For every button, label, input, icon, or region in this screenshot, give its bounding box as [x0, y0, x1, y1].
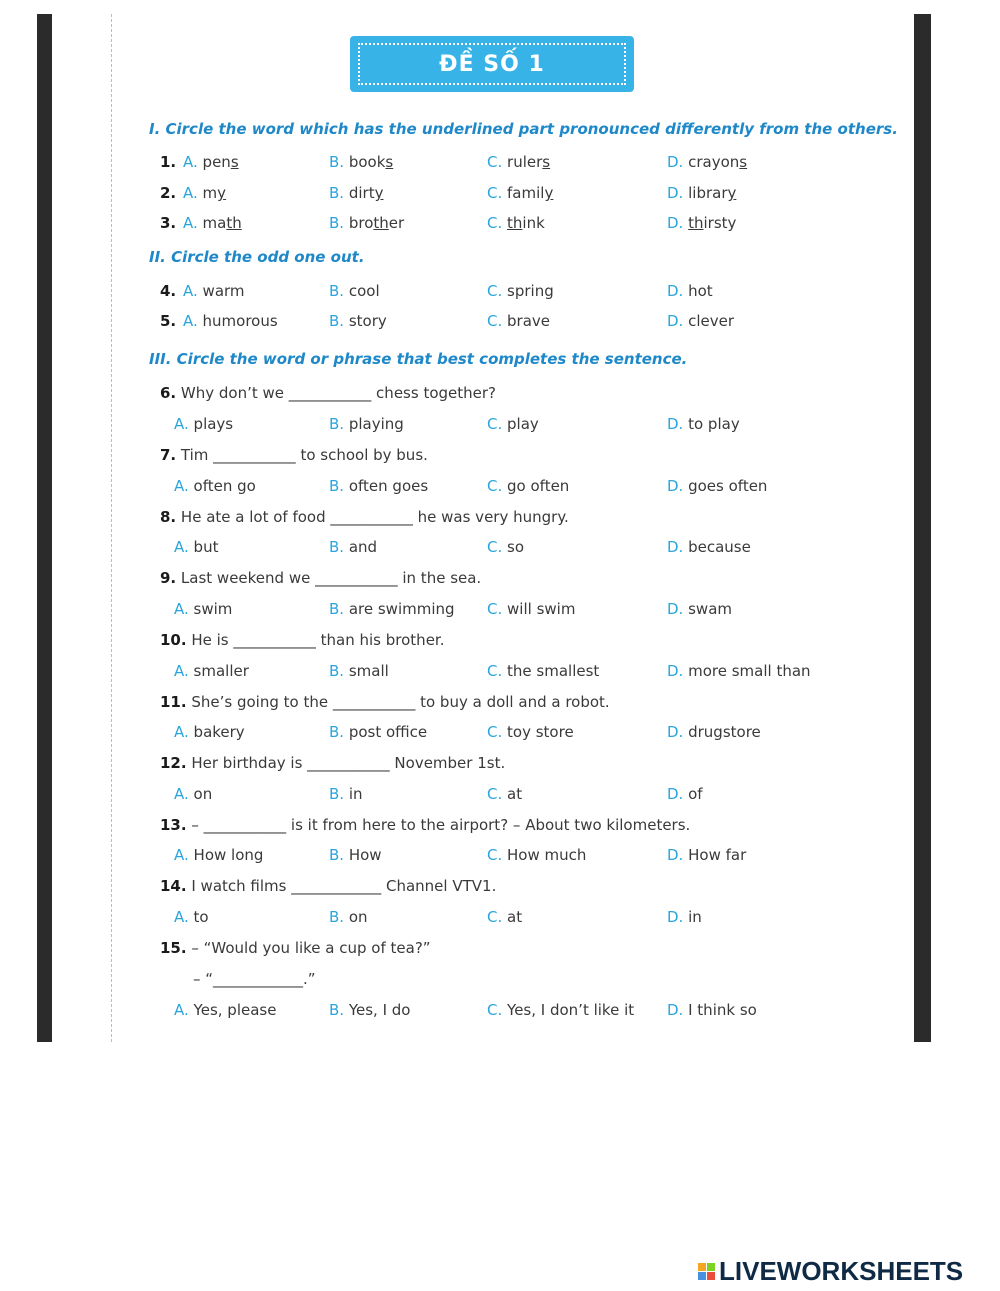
- option-a[interactable]: A. math: [183, 214, 242, 232]
- question-number: 1.: [160, 153, 177, 171]
- option-c[interactable]: C. How much: [487, 846, 587, 864]
- option-d[interactable]: D. to play: [667, 415, 740, 433]
- option-a[interactable]: A. often go: [174, 477, 256, 495]
- option-c[interactable]: C. family: [487, 184, 554, 202]
- option-d[interactable]: D. swam: [667, 600, 732, 618]
- question-text: He ate a lot of food ___________ he was very hungry.: [180, 508, 569, 526]
- question-text: I watch films ____________ Channel VTV1.: [191, 877, 497, 895]
- option-a[interactable]: A. smaller: [174, 662, 249, 680]
- question-number: 8.: [160, 508, 177, 526]
- option-d[interactable]: D. How far: [667, 846, 747, 864]
- option-b[interactable]: B. often goes: [329, 477, 429, 495]
- question-3: [0, 214, 1000, 236]
- question-11-options: [0, 723, 1000, 745]
- question-text: He is ___________ than his brother.: [191, 631, 445, 649]
- option-b[interactable]: B. playing: [329, 415, 404, 433]
- option-d[interactable]: D. of: [667, 785, 703, 803]
- option-c[interactable]: C. toy store: [487, 723, 574, 741]
- logo-text: LIVEWORKSHEETS: [719, 1256, 964, 1286]
- question-7-options: [0, 477, 1000, 499]
- option-a[interactable]: A. bakery: [174, 723, 245, 741]
- question-text: – ___________ is it from here to the airport? – About two kilometers.: [191, 816, 691, 834]
- option-b[interactable]: B. dirty: [329, 184, 384, 202]
- question-15-stem: [0, 939, 1000, 961]
- question-1: [0, 153, 1000, 175]
- option-b[interactable]: B. and: [329, 538, 378, 556]
- option-a[interactable]: A. on: [174, 785, 213, 803]
- question-text: – “Would you like a cup of tea?”: [191, 939, 431, 957]
- option-c[interactable]: C. will swim: [487, 600, 576, 618]
- section-3-heading: III. Circle the word or phrase that best completes the sentence.: [149, 350, 688, 368]
- option-c[interactable]: C. play: [487, 415, 539, 433]
- option-c[interactable]: C. spring: [487, 282, 554, 300]
- section-2-heading: II. Circle the odd one out.: [149, 248, 365, 266]
- option-c[interactable]: C. at: [487, 785, 523, 803]
- question-number: 6.: [160, 384, 177, 402]
- option-c[interactable]: C. brave: [487, 312, 551, 330]
- question-5: [0, 312, 1000, 334]
- option-b[interactable]: B. story: [329, 312, 387, 330]
- question-9-stem: [0, 569, 1000, 591]
- option-d[interactable]: D. thirsty: [667, 214, 737, 232]
- question-7-stem: [0, 446, 1000, 468]
- option-b[interactable]: B. How: [329, 846, 382, 864]
- option-a[interactable]: A. swim: [174, 600, 233, 618]
- option-d[interactable]: D. clever: [667, 312, 735, 330]
- option-b[interactable]: B. are swimming: [329, 600, 455, 618]
- option-c[interactable]: C. rulers: [487, 153, 551, 171]
- option-a[interactable]: A. but: [174, 538, 219, 556]
- question-11-stem: [0, 693, 1000, 715]
- question-13-options: [0, 846, 1000, 868]
- question-text: Last weekend we ___________ in the sea.: [180, 569, 482, 587]
- question-number: 14.: [160, 877, 187, 895]
- question-14-stem: [0, 877, 1000, 899]
- page-title: ĐỀ SỐ 1: [439, 51, 545, 77]
- question-text: Why don’t we ___________ chess together?: [180, 384, 496, 402]
- question-number: 7.: [160, 446, 177, 464]
- option-b[interactable]: B. brother: [329, 214, 405, 232]
- question-number: 4.: [160, 282, 177, 300]
- option-c[interactable]: C. so: [487, 538, 525, 556]
- question-12-options: [0, 785, 1000, 807]
- option-d[interactable]: D. goes often: [667, 477, 768, 495]
- option-d[interactable]: D. library: [667, 184, 737, 202]
- option-b[interactable]: B. on: [329, 908, 368, 926]
- question-text: She’s going to the ___________ to buy a doll and a robot.: [191, 693, 610, 711]
- question-number: 2.: [160, 184, 177, 202]
- question-6-options: [0, 415, 1000, 437]
- question-number: 11.: [160, 693, 187, 711]
- question-12-stem: [0, 754, 1000, 776]
- option-b[interactable]: B. post office: [329, 723, 428, 741]
- option-a[interactable]: A. plays: [174, 415, 234, 433]
- option-b[interactable]: B. Yes, I do: [329, 1001, 411, 1019]
- option-d[interactable]: D. hot: [667, 282, 713, 300]
- option-d[interactable]: D. I think so: [667, 1001, 757, 1019]
- question-number: 10.: [160, 631, 187, 649]
- question-number: 9.: [160, 569, 177, 587]
- option-b[interactable]: B. small: [329, 662, 389, 680]
- question-number: 5.: [160, 312, 177, 330]
- option-c[interactable]: C. at: [487, 908, 523, 926]
- option-b[interactable]: B. in: [329, 785, 363, 803]
- question-15-options: [0, 1001, 1000, 1023]
- question-9-options: [0, 600, 1000, 622]
- question-4: [0, 282, 1000, 304]
- option-b[interactable]: B. books: [329, 153, 394, 171]
- option-c[interactable]: C. think: [487, 214, 545, 232]
- option-c[interactable]: C. the smallest: [487, 662, 600, 680]
- option-a[interactable]: A. Yes, please: [174, 1001, 277, 1019]
- option-b[interactable]: B. cool: [329, 282, 380, 300]
- question-13-stem: [0, 816, 1000, 838]
- question-8-stem: [0, 508, 1000, 530]
- question-14-options: [0, 908, 1000, 930]
- option-a[interactable]: A. to: [174, 908, 209, 926]
- option-d[interactable]: D. crayons: [667, 153, 748, 171]
- liveworksheets-logo[interactable]: [698, 1256, 963, 1287]
- question-number: 12.: [160, 754, 187, 772]
- option-a[interactable]: A. my: [183, 184, 227, 202]
- answer-blank[interactable]: – “____________.”: [193, 970, 316, 988]
- question-6-stem: [0, 384, 1000, 406]
- question-text: Her birthday is ___________ November 1st.: [191, 754, 506, 772]
- option-c[interactable]: C. Yes, I don’t like it: [487, 1001, 635, 1019]
- option-a[interactable]: A. pens: [183, 153, 239, 171]
- option-d[interactable]: D. in: [667, 908, 702, 926]
- question-15-answer-line: [0, 970, 1000, 992]
- question-8-options: [0, 538, 1000, 560]
- question-2: [0, 184, 1000, 206]
- question-10-stem: [0, 631, 1000, 653]
- option-c[interactable]: C. go often: [487, 477, 570, 495]
- question-text: Tim ___________ to school by bus.: [180, 446, 428, 464]
- logo-grid-icon: [698, 1263, 715, 1280]
- option-a[interactable]: A. How long: [174, 846, 264, 864]
- section-1-heading: I. Circle the word which has the underlined part pronounced differently from the others.: [149, 120, 898, 138]
- option-d[interactable]: D. because: [667, 538, 751, 556]
- option-d[interactable]: D. more small than: [667, 662, 811, 680]
- question-number: 13.: [160, 816, 187, 834]
- option-d[interactable]: D. drugstore: [667, 723, 761, 741]
- question-number: 3.: [160, 214, 177, 232]
- option-a[interactable]: A. warm: [183, 282, 245, 300]
- title-banner: [350, 36, 634, 92]
- question-number: 15.: [160, 939, 187, 957]
- question-10-options: [0, 662, 1000, 684]
- option-a[interactable]: A. humorous: [183, 312, 278, 330]
